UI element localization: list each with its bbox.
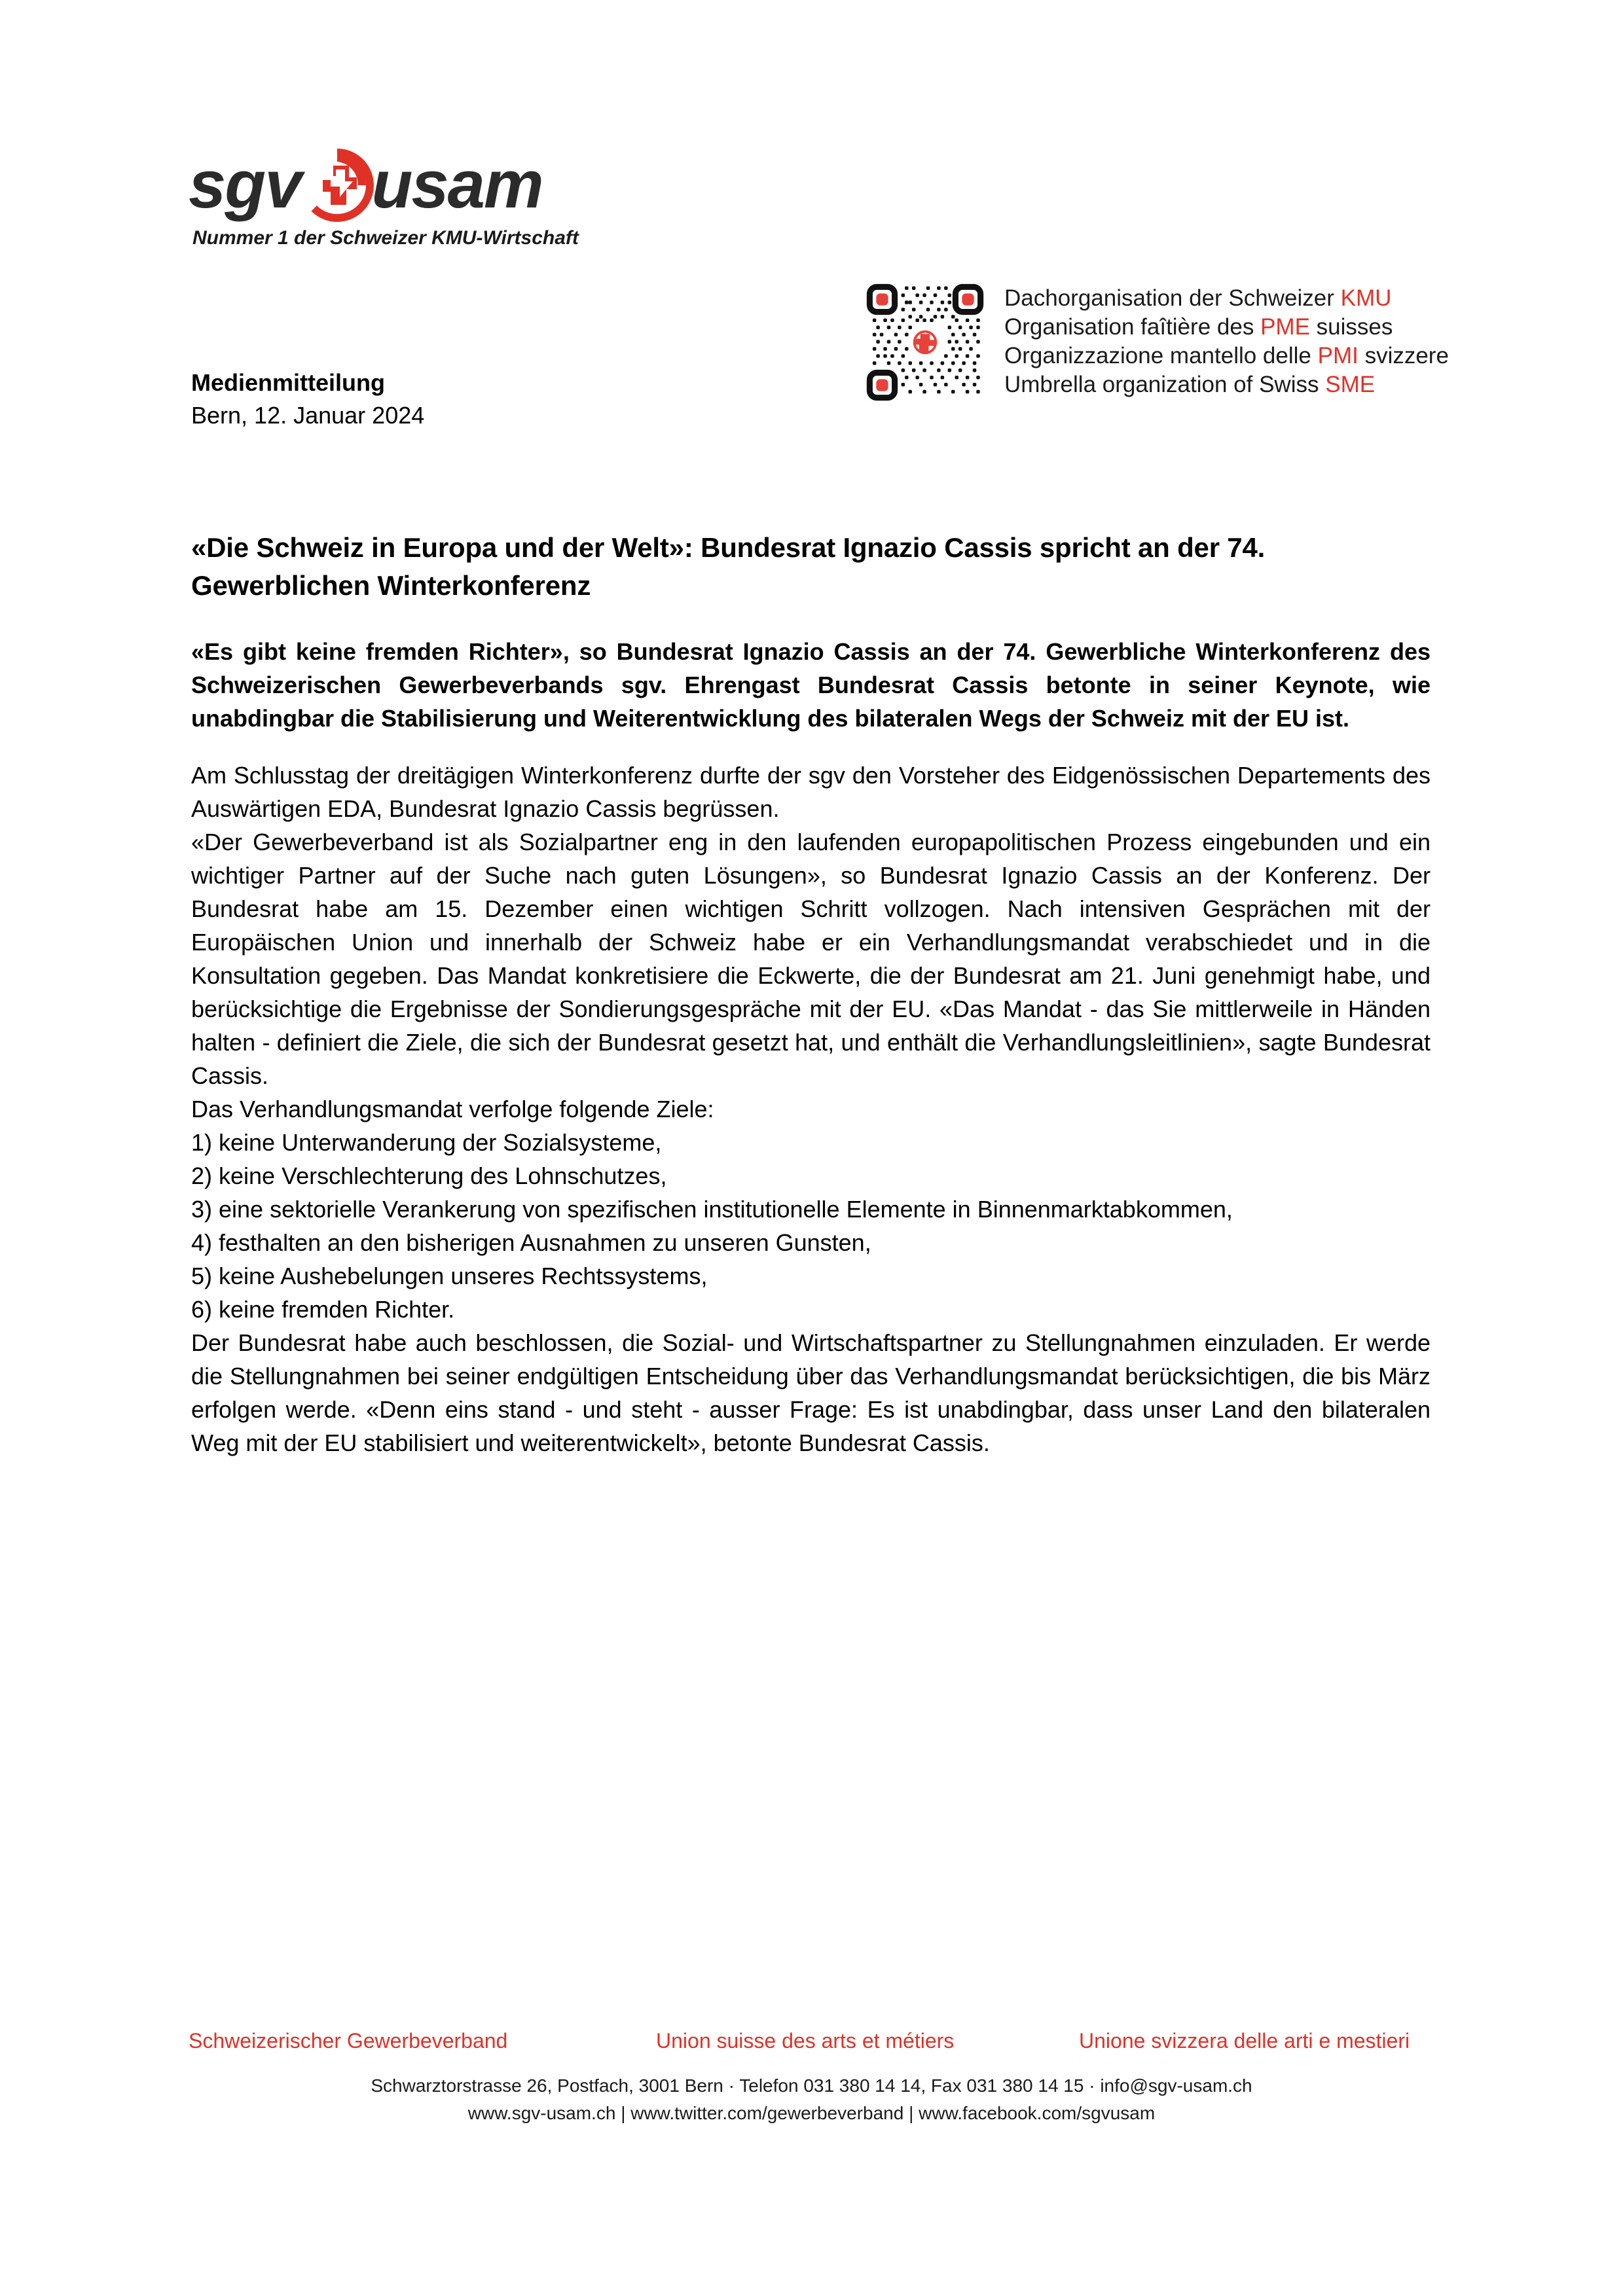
strapline-de-text: Dachorganisation der Schweizer xyxy=(1004,285,1341,311)
strapline-fr-highlight: PME xyxy=(1260,314,1310,340)
strapline-fr-tail: suisses xyxy=(1309,314,1393,340)
goal-item-5: 5) keine Aushebelungen unseres Rechtssystems, xyxy=(191,1263,708,1289)
strapline-de-highlight: KMU xyxy=(1340,285,1392,311)
sgv-usam-emblem-icon xyxy=(301,149,374,222)
footer-language-names xyxy=(0,2029,1623,2059)
footer-name-de: Schweizerischer Gewerbeverband xyxy=(189,2029,508,2053)
goal-item-1: 1) keine Unterwanderung der Sozialsysteme, xyxy=(191,1129,662,1156)
goal-item-2: 2) keine Verschlechterung des Lohnschutzes, xyxy=(191,1162,667,1189)
document-content xyxy=(191,367,1431,1460)
logo-text-sgv: sgv xyxy=(189,146,301,222)
strapline-de xyxy=(1004,284,1449,313)
strapline-it-highlight: PMI xyxy=(1317,343,1359,368)
body-paragraph-3: Der Bundesrat habe auch beschlossen, die Sozial- und Wirtschaftspartner zu Stellungnahmen einzuladen. Er werde die Stellungnahmen bei seiner endgültigen Entscheidung über das Verhandlungsmandat berücksichtigen, die bis März erfolgen werde. «Denn eins stand - und steht - ausser Frage: Es ist unabdingbar, dass unser Land den bilateralen Weg mit der EU stabilisiert und weiterentwickelt», betonte Bundesrat Cassis. xyxy=(191,1329,1431,1456)
document-dateline: Bern, 12. Januar 2024 xyxy=(191,402,425,429)
footer-contact-address: Schwarztorstrasse 26, Postfach, 3001 Bern · Telefon 031 380 14 14, Fax 031 380 14 15 · info@sgv-usam.ch xyxy=(371,2075,1252,2096)
page-footer xyxy=(0,2029,1623,2127)
body-paragraph-1: Am Schlusstag der dreitägigen Winterkonferenz durfte der sgv den Vorsteher des Eidgenössischen Departements des Auswärtigen EDA, Bundesrat Ignazio Cassis begrüssen. xyxy=(191,762,1431,822)
goal-item-4: 4) festhalten an den bisherigen Ausnahmen zu unseren Gunsten, xyxy=(191,1229,871,1256)
sgv-usam-logo xyxy=(189,147,594,249)
goal-item-6: 6) keine fremden Richter. xyxy=(191,1296,455,1323)
logo-text-usam: usam xyxy=(371,146,543,222)
strapline-en-text: Umbrella organization of Swiss xyxy=(1004,372,1326,397)
document-kicker: Medienmitteilung xyxy=(191,369,385,396)
body-paragraph-2: «Der Gewerbeverband ist als Sozialpartner eng in den laufenden europapolitischen Prozess eingebunden und ein wichtiger Partner auf der Suche nach guten Lösungen», so Bundesrat Ignazio Cassis an der Konferenz. Der Bundesrat habe am 15. Dezember einen wichtigen Schritt vollzogen. Nach intensiven Gesprächen mit der Europäischen Union und innerhalb der Schweiz habe er ein Verhandlungsmandat verabschiedet und in die Konsultation gegeben. Das Mandat konkretisiere die Eckwerte, die der Bundesrat am 21. Juni genehmigt habe, und berücksichtige die Ergebnisse der Sondierungsgespräche mit der EU. «Das Mandat - das Sie mittlerweile in Händen halten - definiert die Ziele, die sich der Bundesrat gesetzt hat, und enthält die Verhandlungsleitlinien», sagte Bundesrat Cassis. xyxy=(191,829,1431,1089)
strapline-fr xyxy=(1004,313,1449,342)
logo-wordmark xyxy=(189,147,594,221)
footer-name-it: Unione svizzera delle arti e mestieri xyxy=(1079,2029,1410,2053)
lead-paragraph: «Es gibt keine fremden Richter», so Bundesrat Ignazio Cassis an der 74. Gewerbliche Winterkonferenz des Schweizerischen Gewerbeverbands sgv. Ehrengast Bundesrat Cassis betonte in seiner Keynote, wie unabdingbar die Stabilisierung und Weiterentwicklung des bilateralen Wegs der Schweiz mit der EU ist. xyxy=(191,638,1431,732)
strapline-it-tail: svizzere xyxy=(1358,343,1449,368)
footer-name-fr: Union suisse des arts et métiers xyxy=(656,2029,955,2053)
footer-contact-web[interactable]: www.sgv-usam.ch | www.twitter.com/gewerbeverband | www.facebook.com/sgvusam xyxy=(467,2103,1156,2123)
strapline-en-highlight: SME xyxy=(1325,372,1376,397)
strapline-it-text: Organizzazione mantello delle xyxy=(1004,343,1318,368)
logo-tagline: Nummer 1 der Schweizer KMU-Wirtschaft xyxy=(192,227,579,249)
goals-intro: Das Verhandlungsmandat verfolge folgende Ziele: xyxy=(191,1096,714,1122)
goal-item-3: 3) eine sektorielle Verankerung von spezifischen institutionelle Elemente in Binnenmarktabkommen, xyxy=(191,1196,1233,1223)
strapline-fr-text: Organisation faîtière des xyxy=(1004,314,1261,340)
page-title: «Die Schweiz in Europa und der Welt»: Bundesrat Ignazio Cassis spricht an der 74. Gewerblichen Winterkonferenz xyxy=(191,532,1266,601)
